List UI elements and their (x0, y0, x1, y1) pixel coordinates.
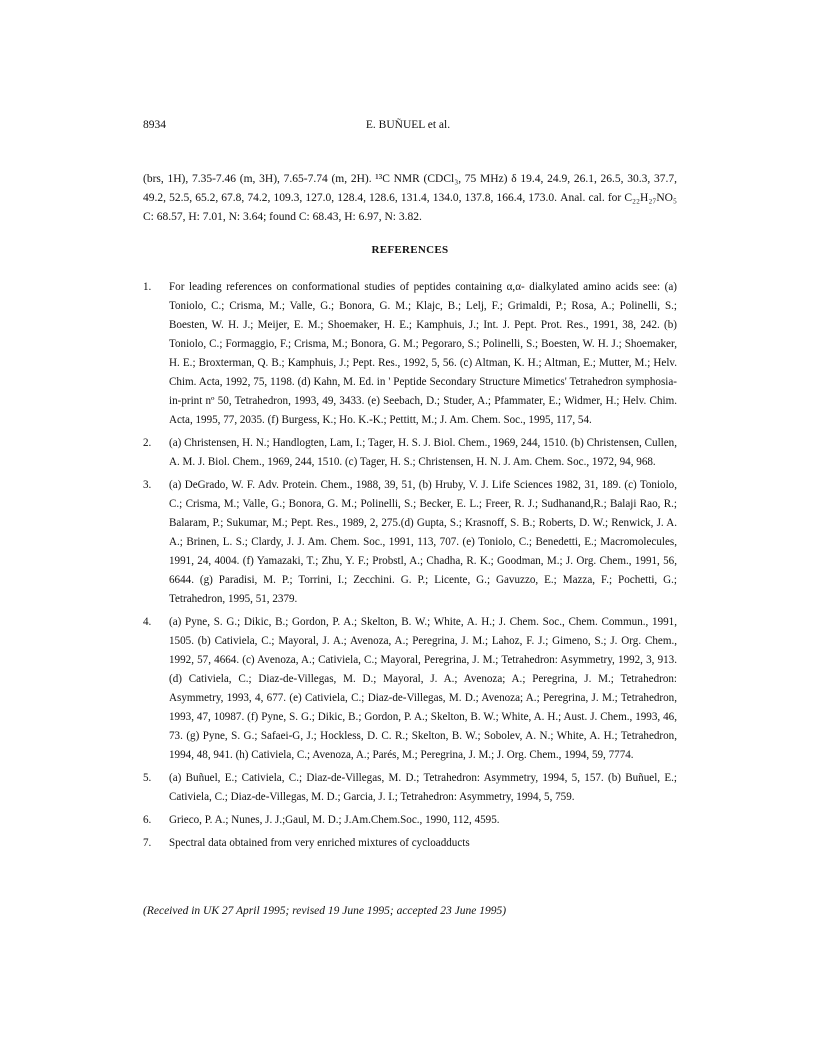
reference-number: 4. (143, 616, 152, 628)
references-heading: REFERENCES (371, 244, 449, 256)
reference-text: (a) DeGrado, W. F. Adv. Protein. Chem., 1988, 39, 51, (b) Hruby, V. J. Life Sciences 1982, 31, 189. (c) Toniolo, C.; Crisma, M.; Valle, G.; Bonora, G. M.; Polinelli, S.; Becker, E. L.; Freer, R. J.; Sudhanand,R.; Balaji Rao, R.; Balaram, P.; Sukumar, M.; Pept. Res., 1989, 2, 275.(d) Gupta, S.; Krasnoff, S. B.; Roberts, D. W.; Renwick, J. A. A.; Brinen, L. S.; Clardy, J. J. Am. Chem. Soc., 1991, 113, 707. (e) Toniolo, C.; Benedetti, E.; Macromolecules, 1991, 24, 4004. (f) Yamazaki, T.; Zhu, Y. F.; Probstl, A.; Chadha, R. K.; Goodman, M.; J. Org. Chem., 1991, 56, 6644. (g) Paradisi, M. P.; Torrini, I.; Zecchini. G. P.; Licente, G.; Gavuzzo, E.; Mazza, F.; Pochetti, G.; Tetrahedron, 1995, 51, 2379. (169, 479, 677, 605)
reference-item (143, 811, 677, 830)
reference-text: Spectral data obtained from very enriched mixtures of cycloadducts (169, 837, 470, 849)
page-header (143, 119, 673, 137)
received-dates-footer (143, 905, 506, 917)
page-number: 8934 (143, 119, 166, 131)
reference-text: For leading references on conformational studies of peptides containing α,α- dialkylated amino acids see: (a) Toniolo, C.; Crisma, M.; Valle, G.; Bonora, G. M.; Klajc, B.; Lelj, F.; Grimaldi, P.; Rosa, A.; Polinelli, S.; Boesten, W. H. J.; Meijer, E. M.; Shoemaker, H. E.; Kamphuis, J.; Int. J. Pept. Prot. Res., 1991, 38, 242. (b) Toniolo, C.; Formaggio, F.; Crisma, M.; Bonora, G. M.; Pegoraro, S.; Polinelli, S.; Boesten, W. H. J.; Shoemaker, H. E.; Broxterman, Q. B.; Kamphuis, J.; Pept. Res., 1992, 5, 56. (c) Altman, K. H.; Altman, E.; Mutter, M.; Helv. Chim. Acta, 1992, 75, 1198. (d) Kahn, M. Ed. in ' Peptide Secondary Structure Mimetics' Tetrahedron symphosia-in-print nº 50, Tetrahedron, 1993, 49, 3433. (e) Seebach, D.; Studer, A.; Pfammater, E.; Widmer, H.; Helv. Chim. Acta, 1995, 77, 2035. (f) Burgess, K.; Ho. K.-K.; Pettitt, M.; J. Am. Chem. Soc., 1995, 117, 54. (169, 281, 677, 426)
reference-text: (a) Buñuel, E.; Cativiela, C.; Diaz-de-Villegas, M. D.; Tetrahedron: Asymmetry, 1994, 5, 157. (b) Buñuel, E.; Cativiela, C.; Diaz-de-Villegas, M. D.; Garcia, J. I.; Tetrahedron: Asymmetry, 1994, 5, 759. (169, 772, 677, 803)
nmr-data-paragraph: (brs, 1H), 7.35-7.46 (m, 3H), 7.65-7.74 (m, 2H). ¹³C NMR (CDCl₃, 75 MHz) δ 19.4, 24.9, 26.1, 26.5, 30.3, 37.7, 49.2, 52.5, 65.2, 67.8, 74.2, 109.3, 127.0, 128.4, 128.6, 131.4, 134.0, 137.8, 166.4, 173.0. Anal. cal. for C₂₂H₂₇NO₅ C: 68.57, H: 7.01, N: 3.64; found C: 68.43, H: 6.97, N: 3.82. (143, 173, 677, 223)
reference-text: Grieco, P. A.; Nunes, J. J.;Gaul, M. D.; J.Am.Chem.Soc., 1990, 112, 4595. (169, 814, 500, 826)
reference-number: 6. (143, 814, 152, 826)
reference-item (143, 434, 677, 472)
reference-item (143, 613, 677, 765)
reference-text: (a) Pyne, S. G.; Dikic, B.; Gordon, P. A.; Skelton, B. W.; White, A. H.; J. Chem. Soc., Chem. Commun., 1991, 1505. (b) Cativiela, C.; Mayoral, J. A.; Avenoza, A.; Peregrina, J. M.; Lahoz, F. J.; Gimeno, S.; J. Org. Chem., 1992, 57, 4664. (c) Avenoza, A.; Cativiela, C.; Mayoral, Peregrina, J. M.; Tetrahedron: Asymmetry, 1992, 3, 913. (d) Cativiela, C.; Diaz-de-Villegas, M. D.; Mayoral, J. A.; Avenoza; A.; Peregrina, J. M.; Tetrahedron: Asymmetry, 1993, 4, 677. (e) Cativiela, C.; Diaz-de-Villegas, M. D.; Avenoza; A.; Peregrina, J. M.; Tetrahedron, 1993, 47, 10987. (f) Pyne, S. G.; Dikic, B.; Gordon, P. A.; Skelton, B. W.; White, A. H.; Aust. J. Chem., 1993, 46, 73. (g) Pyne, S. G.; Safaei-G, J.; Hockless, D. C. R.; Skelton, B. W.; Sobolev, A. N.; White, A. H.; Tetrahedron, 1994, 48, 941. (h) Cativiela, C.; Avenoza, A.; Parés, M.; Peregrina, J. M.; J. Org. Chem., 1994, 59, 7774. (169, 616, 677, 761)
reference-number: 7. (143, 837, 152, 849)
reference-number: 2. (143, 437, 152, 449)
running-head: E. BUÑUEL et al. (365, 119, 451, 131)
reference-item (143, 769, 677, 807)
reference-item (143, 476, 677, 609)
reference-number: 3. (143, 479, 152, 491)
received-dates-text: (Received in UK 27 April 1995; revised 19 June 1995; accepted 23 June 1995) (143, 905, 507, 917)
reference-text: (a) Christensen, H. N.; Handlogten, Lam, I.; Tager, H. S. J. Biol. Chem., 1969, 244, 1510. (b) Christensen, Cullen, A. M. J. Biol. Chem., 1969, 244, 1510. (c) Tager, H. S.; Christensen, H. N. J. Am. Chem. Soc., 1972, 94, 968. (169, 437, 677, 468)
references-list (143, 278, 677, 857)
reference-number: 1. (143, 281, 152, 293)
reference-item (143, 278, 677, 430)
reference-number: 5. (143, 772, 152, 784)
reference-item (143, 834, 677, 853)
